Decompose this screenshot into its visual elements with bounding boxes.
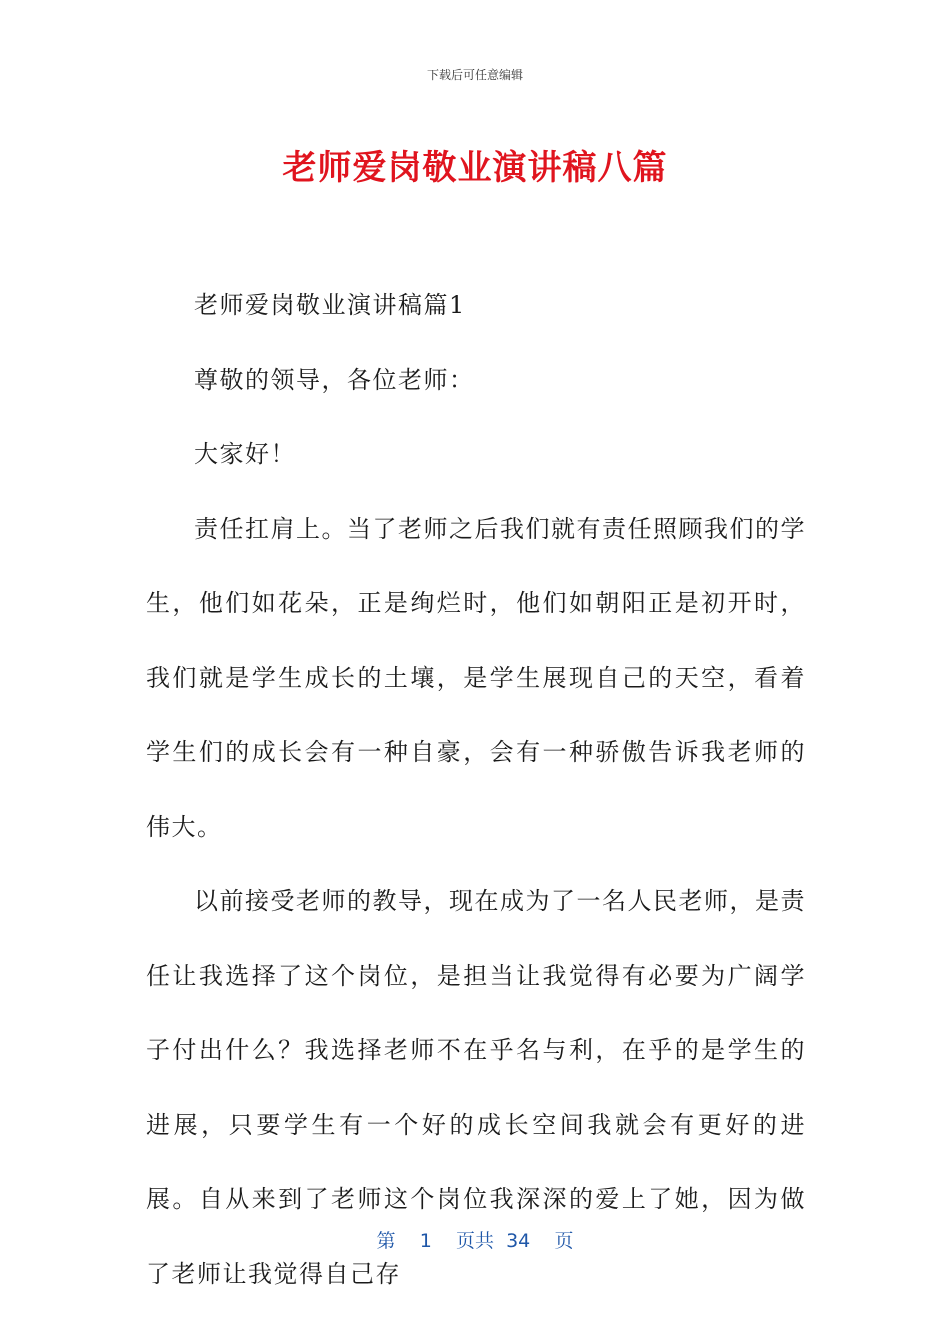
document-title: 老师爱岗敬业演讲稿八篇: [282, 148, 668, 188]
paragraph-greeting: 大家好！: [194, 440, 296, 468]
document-body: [146, 268, 806, 1311]
footer-suffix: 页: [554, 1230, 574, 1252]
paragraph-body-2: 以前接受老师的教导，现在成为了一名人民老师，是责任让我选择了这个岗位，是担当让我觉得有必要为广阔学子付出什么？我选择老师不在乎名与利，在乎的是学生的进展，只要学生有一个好的成长空间我就会有更好的进展。自从来到了老师这个岗位我深深的爱上了她，因为做了老师让我觉得自己存: [146, 887, 806, 1288]
footer-prefix: 第: [376, 1230, 396, 1252]
footer-total-pages: 34: [506, 1230, 531, 1252]
paragraph-section-heading: 老师爱岗敬业演讲稿篇1: [194, 291, 466, 319]
page-footer: [0, 1226, 950, 1253]
paragraph-salutation: 尊敬的领导，各位老师：: [194, 365, 475, 394]
footer-middle: 页共: [455, 1230, 494, 1252]
paragraph-body-1: 责任扛肩上。当了老师之后我们就有责任照顾我们的学生，他们如花朵，正是绚烂时，他们如朝阳正是初开时，我们就是学生成长的土壤，是学生展现自己的天空，看着学生们的成长会有一种自豪，会有一种骄傲告诉我老师的伟大。: [146, 514, 806, 841]
header-note: 下载后可任意编辑: [426, 68, 523, 82]
footer-current-page: 1: [419, 1230, 432, 1252]
